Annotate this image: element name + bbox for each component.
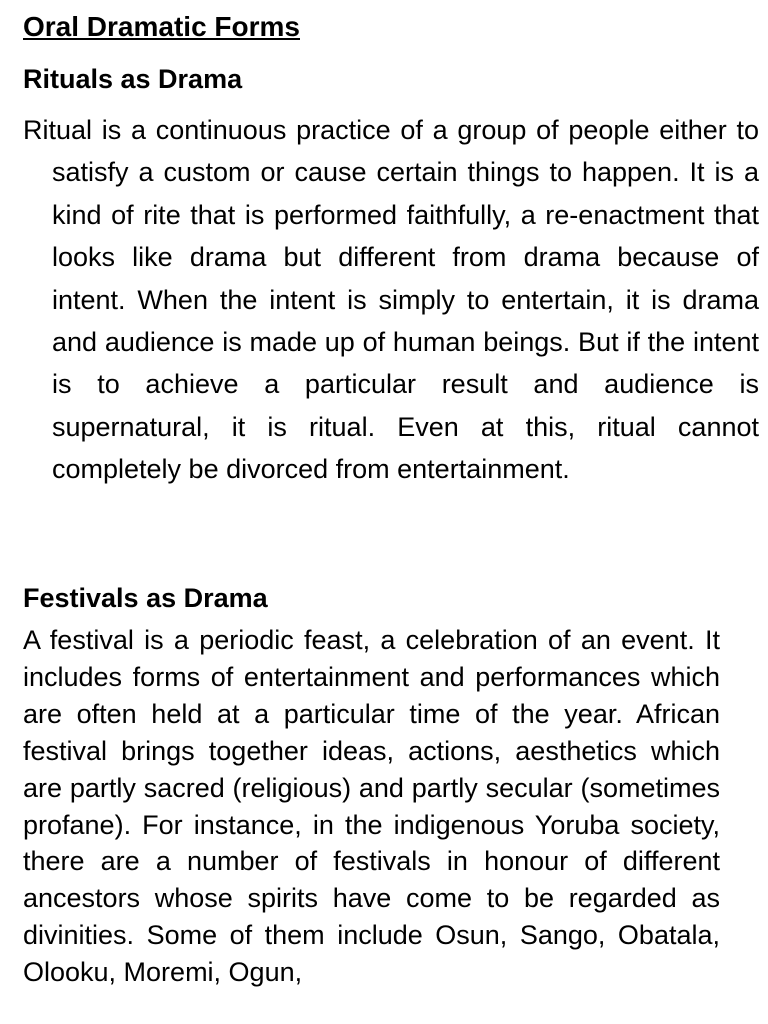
- page-title: Oral Dramatic Forms: [23, 11, 300, 42]
- section-heading-rituals: Rituals as Drama: [23, 64, 243, 94]
- paragraph-rituals: Ritual is a continuous practice of a group of people either to satisfy a custom or cause certain things to happen. It is a kind of rite that is performed faithfully, a re-enactment that looks like drama but different from drama because of intent. When the intent is simply to entertain, it is drama and audience is made up of human beings. But if the intent is to achieve a particular result and audience is supernatural, it is ritual. Even at this, ritual cannot completely be divorced from entertainment.: [23, 115, 759, 485]
- section-heading-festivals: Festivals as Drama: [23, 583, 268, 613]
- paragraph-festivals: A festival is a periodic feast, a celebration of an event. It includes forms of entertainment and performances which are often held at a particular time of the year. African festival brings together ideas, actions, aesthetics which are partly sacred (religious) and partly secular (sometimes profane). For instance, in the indigenous Yoruba society, there are a number of festivals in honour of different ancestors whose spirits have come to be regarded as divinities. Some of them include Osun, Sango, Obatala, Olooku, Moremi, Ogun,: [23, 625, 720, 988]
